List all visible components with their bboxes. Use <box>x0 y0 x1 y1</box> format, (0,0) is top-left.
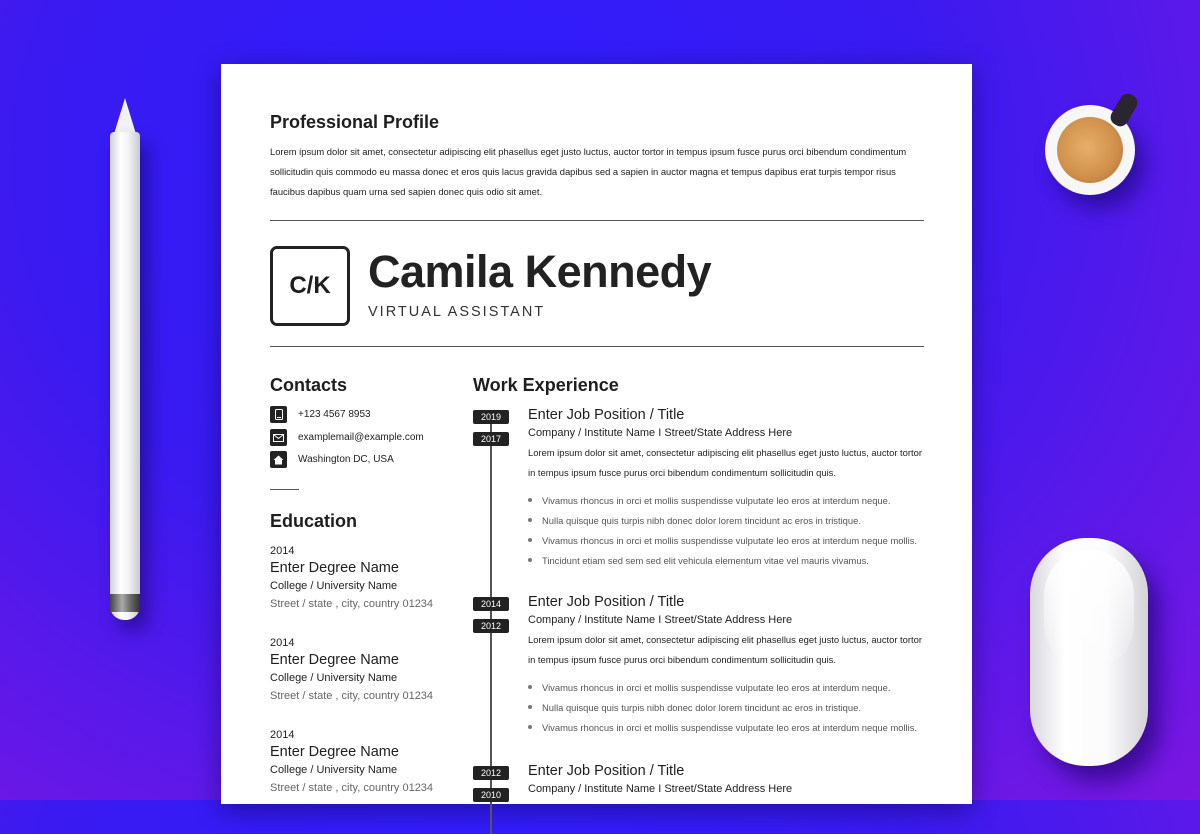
divider-top <box>270 220 924 221</box>
job-entry-2 <box>528 594 926 737</box>
edu-school: College / University Name <box>270 580 398 592</box>
contact-email <box>270 429 424 446</box>
bullet-dot <box>528 518 532 522</box>
monogram-logo: C/K <box>270 246 350 326</box>
profile-text: Lorem ipsum dolor sit amet, consectetur adipiscing elit phasellus eget justo luctus, auctor tortor in tempus ipsum fusce purus orci bibendum condimentum sollicitudin quis commodo eu massa donec et eros quis lacus gravida dapibus sed a sapien in auctor magna et tempus dapibus erat turpis tempor risus faucibus dapibus quam urna sed sapien donec quis odio sit amet. <box>270 146 907 197</box>
job-end-year-badge: 2014 <box>473 597 509 611</box>
edu-year: 2014 <box>270 637 295 649</box>
job-title: Enter Job Position / Title <box>528 407 685 423</box>
profile-heading: Professional Profile <box>270 112 440 132</box>
job-company: Company / Institute Name I Street/State Address Here <box>528 427 793 439</box>
resume-page <box>221 64 972 804</box>
job-end-year-badge: 2019 <box>473 410 509 424</box>
job-bullet: Tincidunt etiam sed sem sed elit vehicula elementum vitae vel mauris vivamus. <box>528 550 926 570</box>
mouse-shine <box>1044 550 1134 670</box>
bullet-dot <box>528 705 532 709</box>
computer-mouse <box>1030 538 1148 766</box>
job-bullet: Nulla quisque quis turpis nibh donec dolor lorem tincidunt ac eros in tristique. <box>528 697 926 717</box>
job-company: Company / Institute Name I Street/State Address Here <box>528 783 793 795</box>
contact-address <box>270 451 394 468</box>
pencil-body <box>110 132 140 620</box>
edu-degree: Enter Degree Name <box>270 744 399 760</box>
contact-address-text: Washington DC, USA <box>298 454 394 465</box>
contact-phone-text: +123 4567 8953 <box>298 409 371 420</box>
job-bullet: Vivamus rhoncus in orci et mollis suspendisse vulputate leo eros at interdum neque. <box>528 677 926 697</box>
edu-address: Street / state , city, country 01234 <box>270 690 434 702</box>
job-entry-3 <box>528 763 792 795</box>
job-description: Lorem ipsum dolor sit amet, consectetur adipiscing elit phasellus eget justo luctus, auctor tortor in tempus ipsum fusce purus orci bibendum condimentum sollicitudin quis. <box>528 447 922 478</box>
mail-icon <box>270 429 287 446</box>
bullet-dot <box>528 538 532 542</box>
edu-address: Street / state , city, country 01234 <box>270 598 434 610</box>
candidate-role: VIRTUAL ASSISTANT <box>368 304 546 320</box>
edu-school: College / University Name <box>270 764 398 776</box>
job-bullet: Vivamus rhoncus in orci et mollis suspendisse vulputate leo eros at interdum neque mollis. <box>528 530 926 550</box>
divider-header <box>270 346 924 347</box>
bullet-dot <box>528 685 532 689</box>
edu-address: Street / state , city, country 01234 <box>270 782 434 794</box>
job-description: Lorem ipsum dolor sit amet, consectetur adipiscing elit phasellus eget justo luctus, auctor tortor in tempus ipsum fusce purus orci bibendum condimentum sollicitudin quis. <box>528 634 922 665</box>
job-bullet: Nulla quisque quis turpis nibh donec dolor lorem tincidunt ac eros in tristique. <box>528 510 926 530</box>
home-icon <box>270 451 287 468</box>
edu-year: 2014 <box>270 545 295 557</box>
bullet-dot <box>528 558 532 562</box>
pencil-band <box>110 594 140 612</box>
job-start-year-badge: 2010 <box>473 788 509 802</box>
contact-phone <box>270 406 371 423</box>
bullet-dot <box>528 498 532 502</box>
pencil <box>110 98 140 623</box>
edu-degree: Enter Degree Name <box>270 560 399 576</box>
edu-school: College / University Name <box>270 672 398 684</box>
contacts-heading: Contacts <box>270 375 348 395</box>
job-title: Enter Job Position / Title <box>528 763 685 779</box>
contact-email-text: examplemail@example.com <box>298 432 424 443</box>
education-entry-1 <box>270 545 433 610</box>
job-start-year-badge: 2017 <box>473 432 509 446</box>
bullet-dot <box>528 725 532 729</box>
job-entry-1 <box>528 407 926 570</box>
education-entry-2 <box>270 637 433 702</box>
job-company: Company / Institute Name I Street/State Address Here <box>528 614 793 626</box>
work-heading: Work Experience <box>473 375 619 395</box>
job-end-year-badge: 2012 <box>473 766 509 780</box>
education-entry-3 <box>270 729 433 794</box>
education-heading: Education <box>270 511 358 531</box>
job-bullet: Vivamus rhoncus in orci et mollis suspendisse vulputate leo eros at interdum neque. <box>528 490 926 510</box>
phone-icon <box>270 406 287 423</box>
pencil-tip <box>114 98 136 134</box>
job-start-year-badge: 2012 <box>473 619 509 633</box>
job-bullet: Vivamus rhoncus in orci et mollis suspendisse vulputate leo eros at interdum neque mollis. <box>528 717 926 737</box>
cup-handle <box>1108 91 1141 129</box>
edu-year: 2014 <box>270 729 295 741</box>
edu-degree: Enter Degree Name <box>270 652 399 668</box>
job-title: Enter Job Position / Title <box>528 594 685 610</box>
coffee <box>1057 117 1123 183</box>
contacts-divider <box>270 489 299 490</box>
candidate-name: Camila Kennedy <box>368 246 712 297</box>
coffee-cup <box>1045 105 1135 195</box>
